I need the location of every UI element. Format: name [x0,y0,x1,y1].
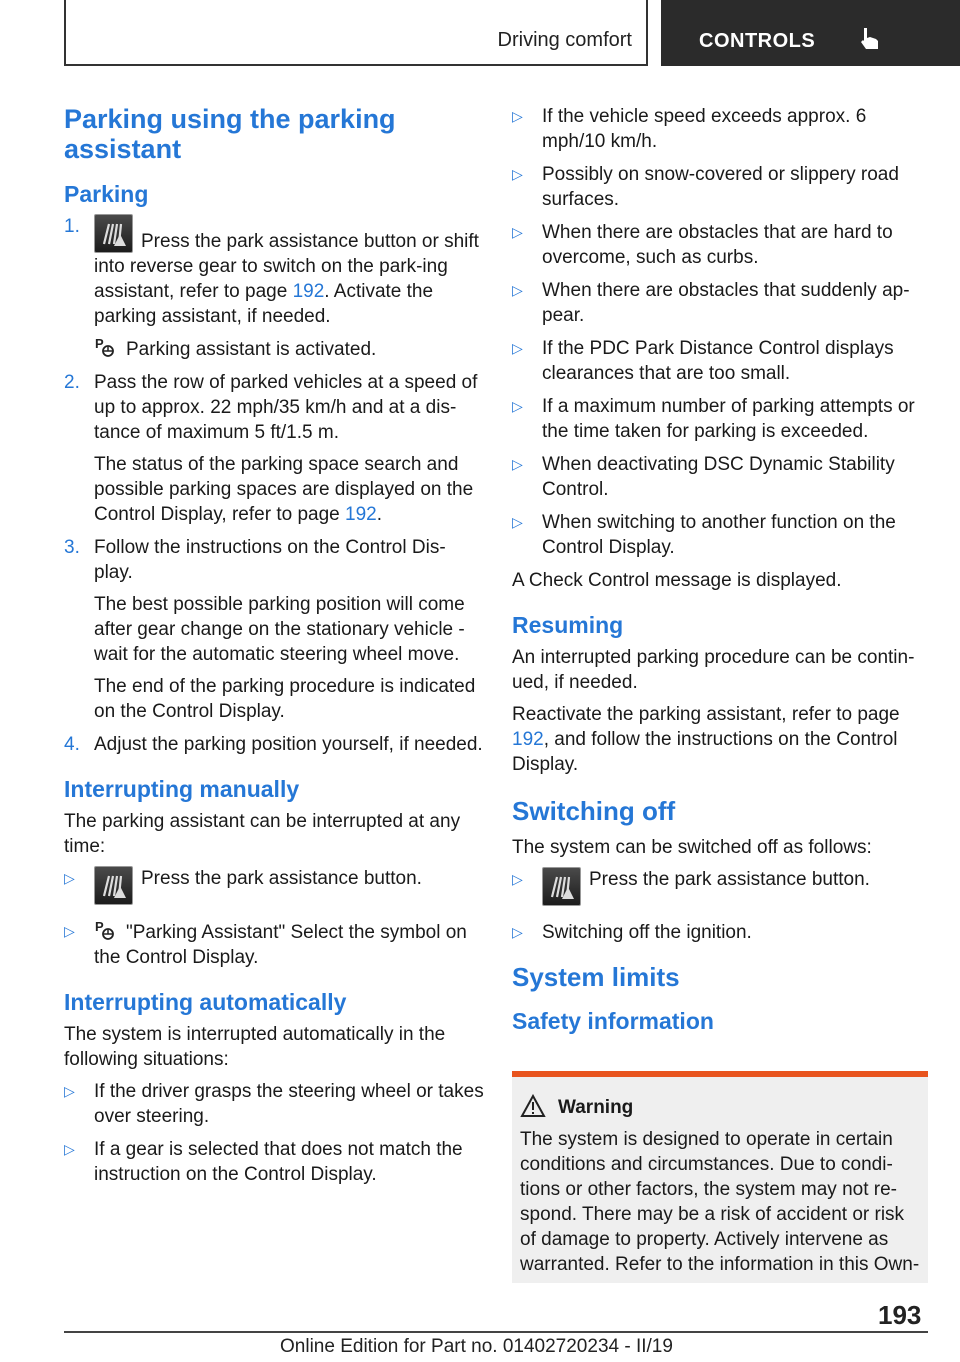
parking-assistant-icon [94,919,118,941]
auto-intro: The system is interrupted automatically in the following situations: [64,1024,446,1070]
list-item [512,278,928,328]
warning-title-text: Warning [558,1097,634,1118]
list-item-text: If the vehicle speed exceeds approx. 6 mph/10 km/h. [542,106,867,152]
park-assist-button-icon [94,866,133,905]
page-header [64,0,960,66]
left-column [64,100,484,1195]
list-item [64,866,484,911]
step-text: Press the park assistance button or shift into reverse gear to switch on the park-ing assistant, refer to page [94,231,479,302]
list-item [512,220,928,270]
park-assist-button-icon [94,214,133,253]
step-4 [64,732,484,757]
switching-off-list [512,867,928,945]
manual-list [64,866,484,970]
resuming-text-part: Reactivate the parking assistant, refer to page [512,704,900,725]
resuming-heading: Resuming [512,612,624,638]
safety-heading: Safety information [512,1008,714,1034]
triangle-bullet-icon: ▷ [512,108,523,124]
svg-text:P: P [95,919,104,934]
step-number: 3. [64,537,80,558]
triangle-bullet-icon: ▷ [512,456,523,472]
auto-list-continued [512,104,928,560]
auto-heading: Interrupting automatically [64,989,347,1015]
list-item-text: "Parking Assistant" Select the symbol on the Control Display. [94,922,467,968]
list-item [64,1137,484,1187]
chapter-title: CONTROLS [699,30,816,52]
list-item-text: Possibly on snow-covered or slippery road surfaces. [542,164,899,210]
triangle-bullet-icon: ▷ [64,1083,75,1099]
section-tab [64,0,648,66]
step-number: 2. [64,372,80,393]
step-sub [94,452,484,527]
step-text: Pass the row of parked vehicles at a speed of up to approx. 22 mph/35 km/h and at a dis-tance of maximum 5 ft/1.5 m. [94,372,478,443]
list-item-text: If a gear is selected that does not match the instruction on the Control Display. [94,1139,463,1185]
resuming-text: An interrupted parking procedure can be contin-ued, if needed. [512,647,915,693]
page-link[interactable]: 192 [345,504,377,525]
list-item [512,867,928,912]
warning-box [512,1071,928,1283]
auto-list [64,1079,484,1187]
manual-heading: Interrupting manually [64,776,300,802]
parking-steps [64,214,484,757]
list-item-text: Switching off the ignition. [542,922,752,943]
warning-triangle-icon [520,1094,546,1118]
step-number: 4. [64,734,80,755]
list-item-text: When there are obstacles that are hard to overcome, such as curbs. [542,222,893,268]
step-number: 1. [64,216,80,237]
step-2 [64,370,484,527]
list-item-text: If the driver grasps the steering wheel or takes over steering. [94,1081,484,1127]
list-item-text: When switching to another function on the Control Display. [542,512,896,558]
chapter-tab [661,0,960,66]
switching-off-heading: Switching off [512,796,676,826]
list-item [512,452,928,502]
triangle-bullet-icon: ▷ [512,166,523,182]
list-item [512,920,928,945]
parking-assistant-icon [94,336,118,358]
page-number: 193 [878,1300,922,1330]
list-item [512,336,928,386]
triangle-bullet-icon: ▷ [512,340,523,356]
triangle-bullet-icon: ▷ [512,871,523,887]
triangle-bullet-icon: ▷ [512,282,523,298]
parking-heading: Parking [64,181,149,207]
triangle-bullet-icon: ▷ [64,923,75,939]
list-item-text: If the PDC Park Distance Control displays clearances that are too small. [542,338,894,384]
triangle-bullet-icon: ▷ [64,870,75,886]
footer-divider [64,1331,928,1333]
list-item [512,510,928,560]
warning-title [558,1097,920,1119]
step-sub-text: The status of the parking space search and possible parking spaces are displayed on the Control Display, refer to page [94,454,474,525]
manual-intro: The parking assistant can be interrupted at any time: [64,811,461,857]
switching-off-intro: The system can be switched off as follows: [512,837,872,858]
triangle-bullet-icon: ▷ [512,924,523,940]
system-limits-heading: System limits [512,962,680,992]
step-text: Adjust the parking position yourself, if needed. [94,734,483,755]
list-item-text: When deactivating DSC Dynamic Stability Control. [542,454,895,500]
list-item [64,1079,484,1129]
right-column [512,104,928,1041]
section-heading: Parking using the parking assistant [64,104,396,164]
triangle-bullet-icon: ▷ [64,1141,75,1157]
section-title: Driving comfort [497,29,632,51]
resuming-text-part: , and follow the instructions on the Control Display. [512,729,898,775]
list-item [64,919,484,970]
page-link[interactable]: 192 [292,281,325,302]
step-sub: The end of the parking procedure is indicated on the Control Display. [94,676,476,722]
step-sub-text: . [376,504,382,525]
step-1 [64,214,484,362]
list-item [512,162,928,212]
step-text: Follow the instructions on the Control Dis-play. [94,537,446,583]
park-assist-button-icon [542,867,581,906]
list-item [512,394,928,444]
list-item-text: Press the park assistance button. [589,869,870,890]
step-sub-text: Parking assistant is activated. [126,339,377,360]
step-text: . Activate the parking assistant, if needed. [94,281,434,327]
page-link[interactable]: 192 [512,729,544,750]
edition-text: Online Edition for Part no. 01402720234 - II/19 [280,1336,673,1357]
step-sub: The best possible parking position will come after gear change on the stationary vehicle - wait for the automatic steering wheel move. [94,594,465,665]
triangle-bullet-icon: ▷ [512,514,523,530]
check-control-text: A Check Control message is displayed. [512,570,842,591]
triangle-bullet-icon: ▷ [512,224,523,240]
list-item-text: When there are obstacles that suddenly ap-pear. [542,280,910,326]
list-item-text: If a maximum number of parking attempts or the time taken for parking is exceeded. [542,396,915,442]
list-item [512,104,928,154]
svg-text:P: P [95,336,104,351]
list-item-text: Press the park assistance button. [141,868,422,889]
step-sub [94,336,484,362]
hand-pointer-icon [858,26,882,52]
triangle-bullet-icon: ▷ [512,398,523,414]
resuming-text [512,702,928,777]
step-3 [64,535,484,724]
warning-text: The system is designed to operate in certain conditions and circumstances. Due to condi-tions or other factors, the system may not re-spond. There may be a risk of accident or risk of damage to property. Actively intervene as warranted. Refer to the information in this Own- [520,1129,920,1275]
